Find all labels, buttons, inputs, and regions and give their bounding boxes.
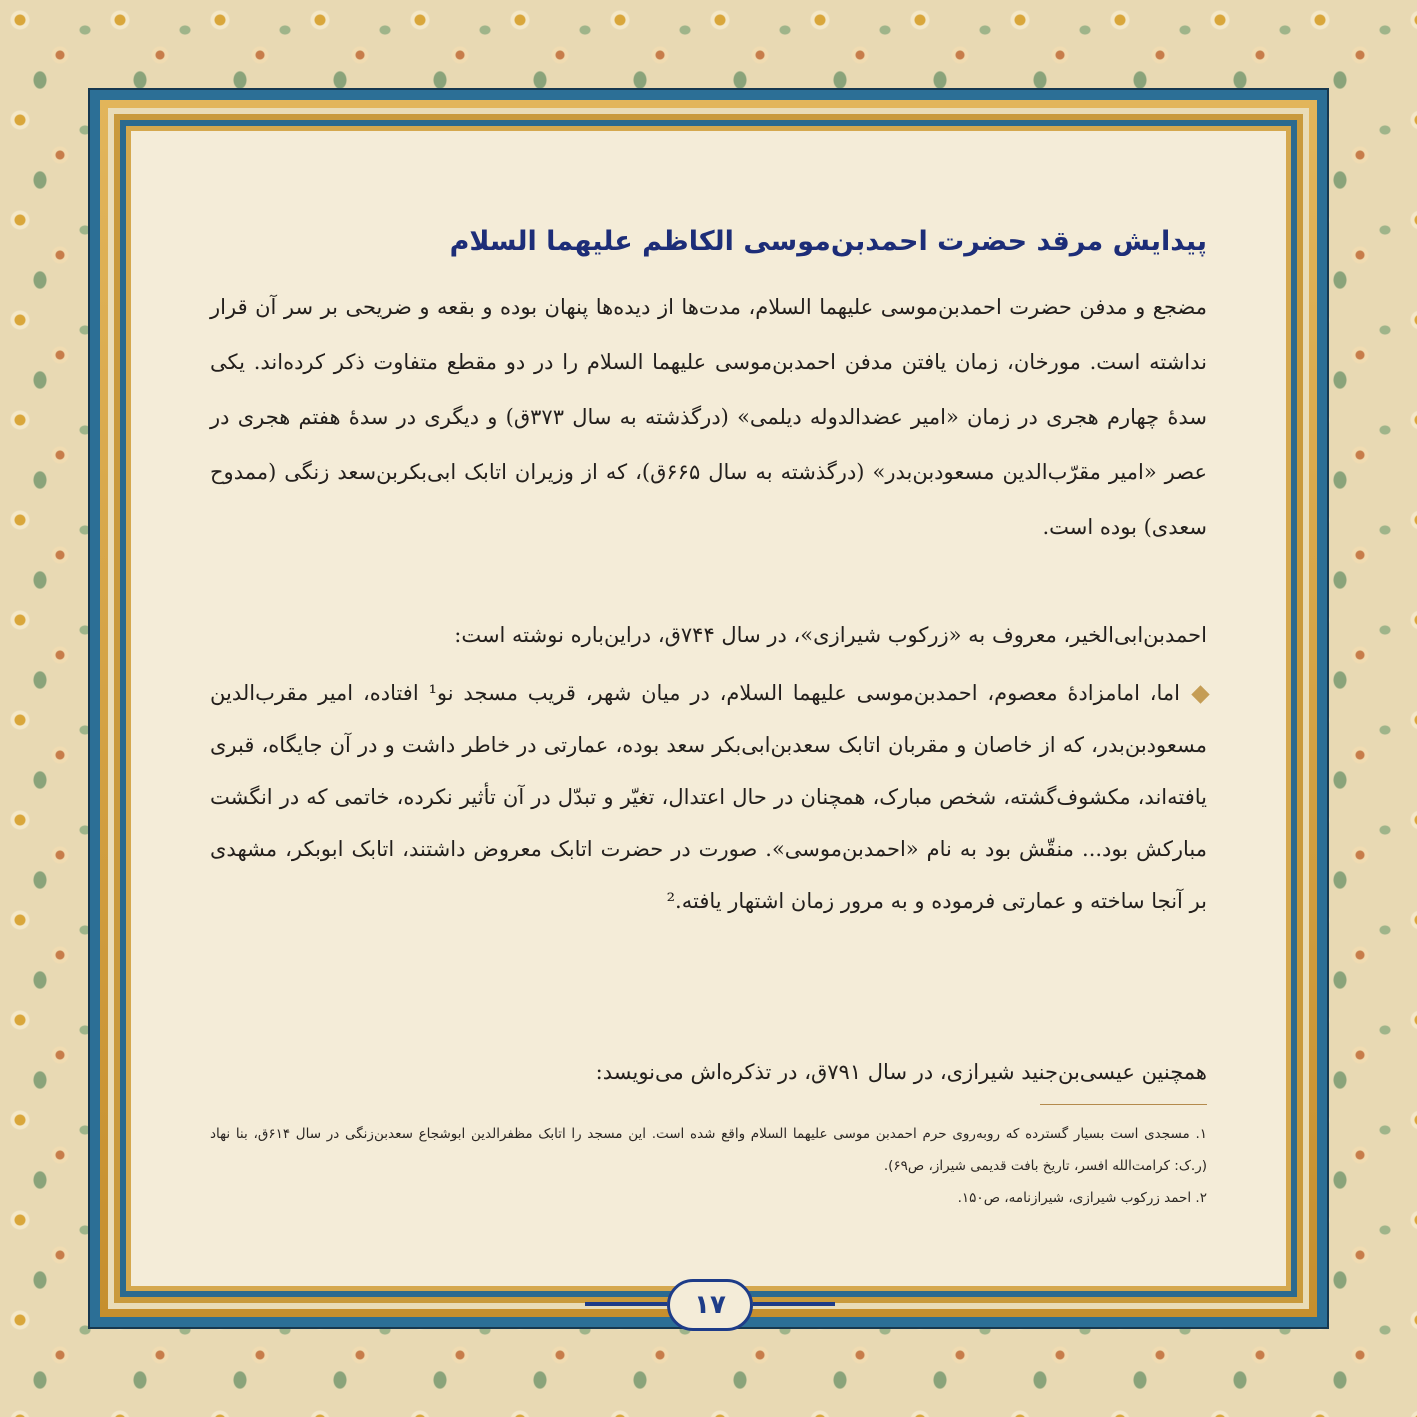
paragraph: احمدبن‌ابی‌الخیر، معروف به «زرکوب شیرازی»، در سال ۷۴۴ق، دراین‌باره نوشته است: bbox=[454, 623, 1207, 647]
paragraph: همچنین عیسی‌بن‌جنید شیرازی، در سال ۷۹۱ق، در تذکره‌اش می‌نویسد: bbox=[595, 1060, 1207, 1084]
page-number-ornament bbox=[585, 1275, 835, 1335]
paragraph: مضجع و مدفن حضرت احمدبن‌موسی علیهما السلام، مدت‌ها از دیده‌ها پنهان بوده و بقعه و ضریحی بر سر آن قرار نداشته است. مورخان، زمان یافتن مدفن احمدبن‌موسی علیهما السلام را در دو مقطع متفاوت ذکر کرده‌اند. یکی سدهٔ چهارم هجری در زمان «امیر عضدالدوله دیلمی» (درگذشته به سال ۳۷۳ق) و دیگری در سدهٔ هفتم هجری در عصر «امیر مقرّب‌الدین مسعودبن‌بدر» (درگذشته به سال ۶۶۵ق)، که از وزیران اتابک ابی‌بکربن‌سعد زنگی (ممدوح سعدی) بوده است. bbox=[210, 295, 1208, 539]
page-number: ۱۷ bbox=[667, 1279, 753, 1331]
ornament-line bbox=[753, 1302, 835, 1306]
diamond-bullet-icon bbox=[1191, 685, 1209, 703]
footnotes bbox=[210, 1118, 1207, 1214]
footnote-item: ۲. احمد زرکوب شیرازی، شیرازنامه، ص۱۵۰. bbox=[957, 1190, 1207, 1206]
page-title: پیدایش مرقد حضرت احمدبن‌موسی الکاظم علیهما السلام bbox=[449, 226, 1207, 257]
block-quote bbox=[210, 667, 1207, 927]
quote-text: اما، امامزادهٔ معصوم، احمدبن‌موسی علیهما السلام، در میان شهر، قریب مسجد نو¹ افتاده، امیر مقرب‌الدین مسعودبن‌بدر، که از خاصان و مقربان اتابک سعدبن‌ابی‌بکر سعد بوده، عمارتی در خاطر داشت و در آن جایگاه، قبری یافته‌اند، مکشوف‌گشته، شخص مبارک، همچنان در حال اعتدال، تغیّر و تبدّل در آن تأثیر نکرده، خاتمی که در انگشت مبارکش بود... منقّش بود به نام «احمدبن‌موسی». صورت در حضرت اتابک معروض داشتند، اتابک ابوبکر، مشهدی بر آنجا ساخته و عمارتی فرموده و به مرور زمان اشتهار یافته.² bbox=[210, 681, 1207, 913]
ornament-line bbox=[585, 1302, 667, 1306]
footnote-divider bbox=[1040, 1104, 1207, 1105]
footnote-item: ۱. مسجدی است بسیار گسترده که روبه‌روی حرم احمدبن موسی علیهما السلام واقع شده است. این مسجد را اتابک مظفرالدین ابوشجاع سعدبن‌زنگی در سال ۶۱۴ق، بنا نهاد (ر.ک: کرامت‌الله افسر، تاریخ بافت قدیمی شیراز، ص۶۹). bbox=[210, 1126, 1208, 1174]
